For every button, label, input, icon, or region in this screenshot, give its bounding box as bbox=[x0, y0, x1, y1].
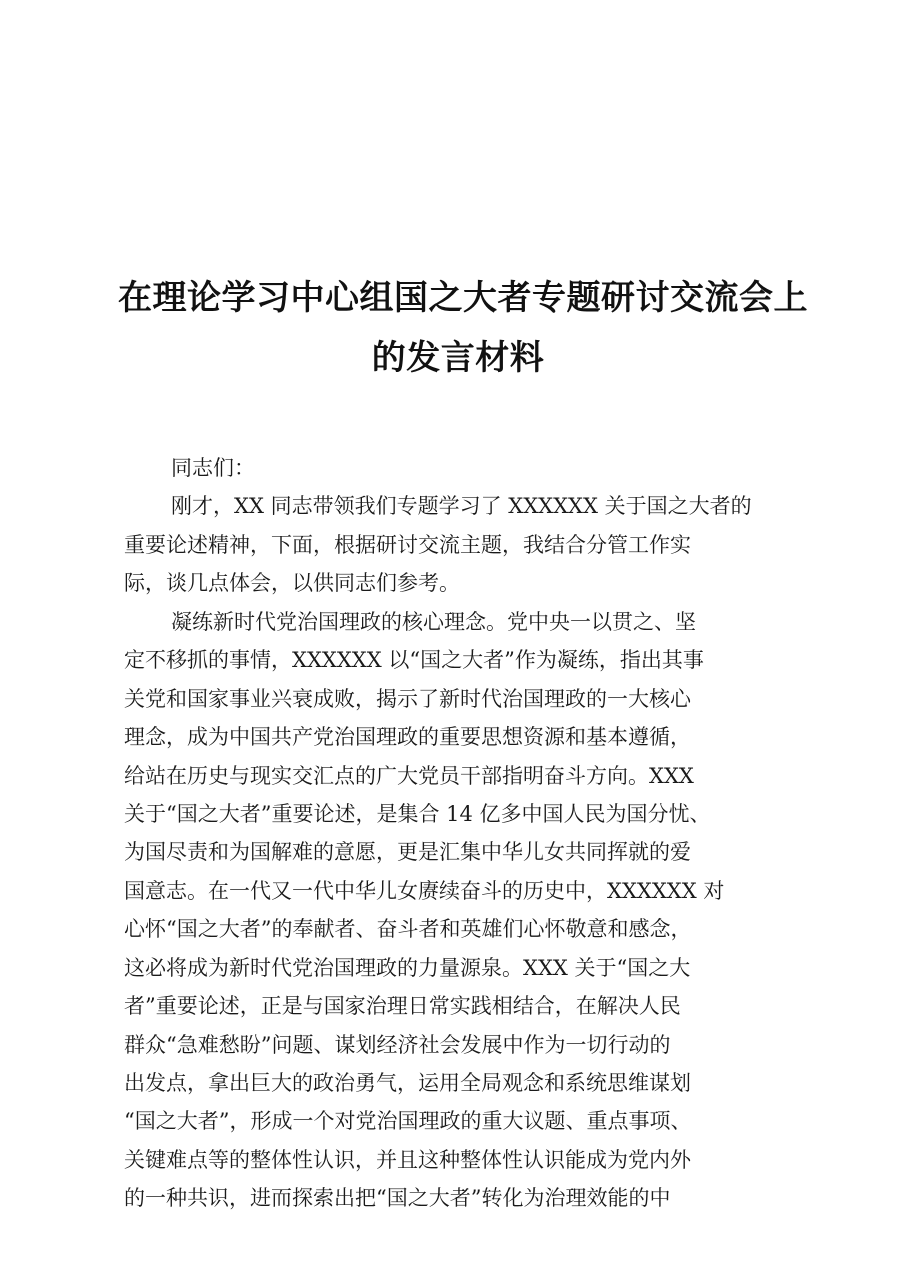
paragraph-2-line-12: 群众“急难愁盼”问题、谋划经济社会发展中作为一切行动的 bbox=[124, 1032, 671, 1057]
paragraph-2-line-2: 定不移抓的事情，XXXXXX 以“国之大者”作为凝练，指出其事 bbox=[124, 648, 704, 673]
title-line-2: 的发言材料 bbox=[371, 338, 545, 378]
document-body bbox=[124, 449, 808, 1218]
paragraph-2-line-13: 出发点，拿出巨大的政治勇气，运用全局观念和系统思维谋划 bbox=[124, 1071, 691, 1095]
paragraph-2-line-8: 国意志。在一代又一代中华儿女赓续奋斗的历史中，XXXXXX 对 bbox=[124, 878, 725, 903]
paragraph-2-line-15: 关键难点等的整体性认识，并且这种整体性认识能成为党内外 bbox=[124, 1147, 691, 1172]
paragraph-2-line-9: 心怀“国之大者”的奉献者、奋斗者和英雄们心怀敬意和感念， bbox=[124, 917, 692, 942]
paragraph-2-line-11: 者”重要论述，正是与国家治理日常实践相结合，在解决人民 bbox=[124, 994, 681, 1019]
paragraph-2-line-16: 的一种共识，进而探索出把“国之大者”转化为治理效能的中 bbox=[124, 1186, 671, 1211]
paragraph-2-line-10: 这必将成为新时代党治国理政的力量源泉。XXX 关于“国之大 bbox=[124, 955, 691, 980]
paragraph-1-line-1: 刚才，XX 同志带领我们专题学习了 XXXXXX 关于国之大者的 bbox=[171, 494, 752, 519]
paragraph-1-line-3: 际，谈几点体会，以供同志们参考。 bbox=[124, 571, 460, 596]
paragraph-2-line-4: 理念，成为中国共产党治国理政的重要思想资源和基本遵循， bbox=[124, 725, 691, 750]
paragraph-2-line-5: 给站在历史与现实交汇点的广大党员干部指明奋斗方向。XXX bbox=[124, 763, 694, 788]
paragraph-2-line-1: 凝练新时代党治国理政的核心理念。党中央一以贯之、坚 bbox=[171, 609, 696, 634]
title-line-1: 在理论学习中心组国之大者专题研讨交流会上 bbox=[118, 278, 808, 318]
paragraph-2-line-7: 为国尽责和为国解难的意愿，更是汇集中华儿女共同挥就的爱 bbox=[124, 840, 691, 865]
salutation: 同志们： bbox=[171, 456, 255, 480]
paragraph-2-line-14: “国之大者”，形成一个对党治国理政的重大议题、重点事项、 bbox=[124, 1109, 692, 1134]
paragraph-2-line-3: 关党和国家事业兴衰成败，揭示了新时代治国理政的一大核心 bbox=[124, 686, 691, 711]
document-title bbox=[118, 268, 808, 388]
paragraph-1-line-2: 重要论述精神，下面，根据研讨交流主题，我结合分管工作实 bbox=[124, 532, 691, 557]
paragraph-2-line-6: 关于“国之大者”重要论述，是集合 14 亿多中国人民为国分忧、 bbox=[124, 801, 711, 826]
